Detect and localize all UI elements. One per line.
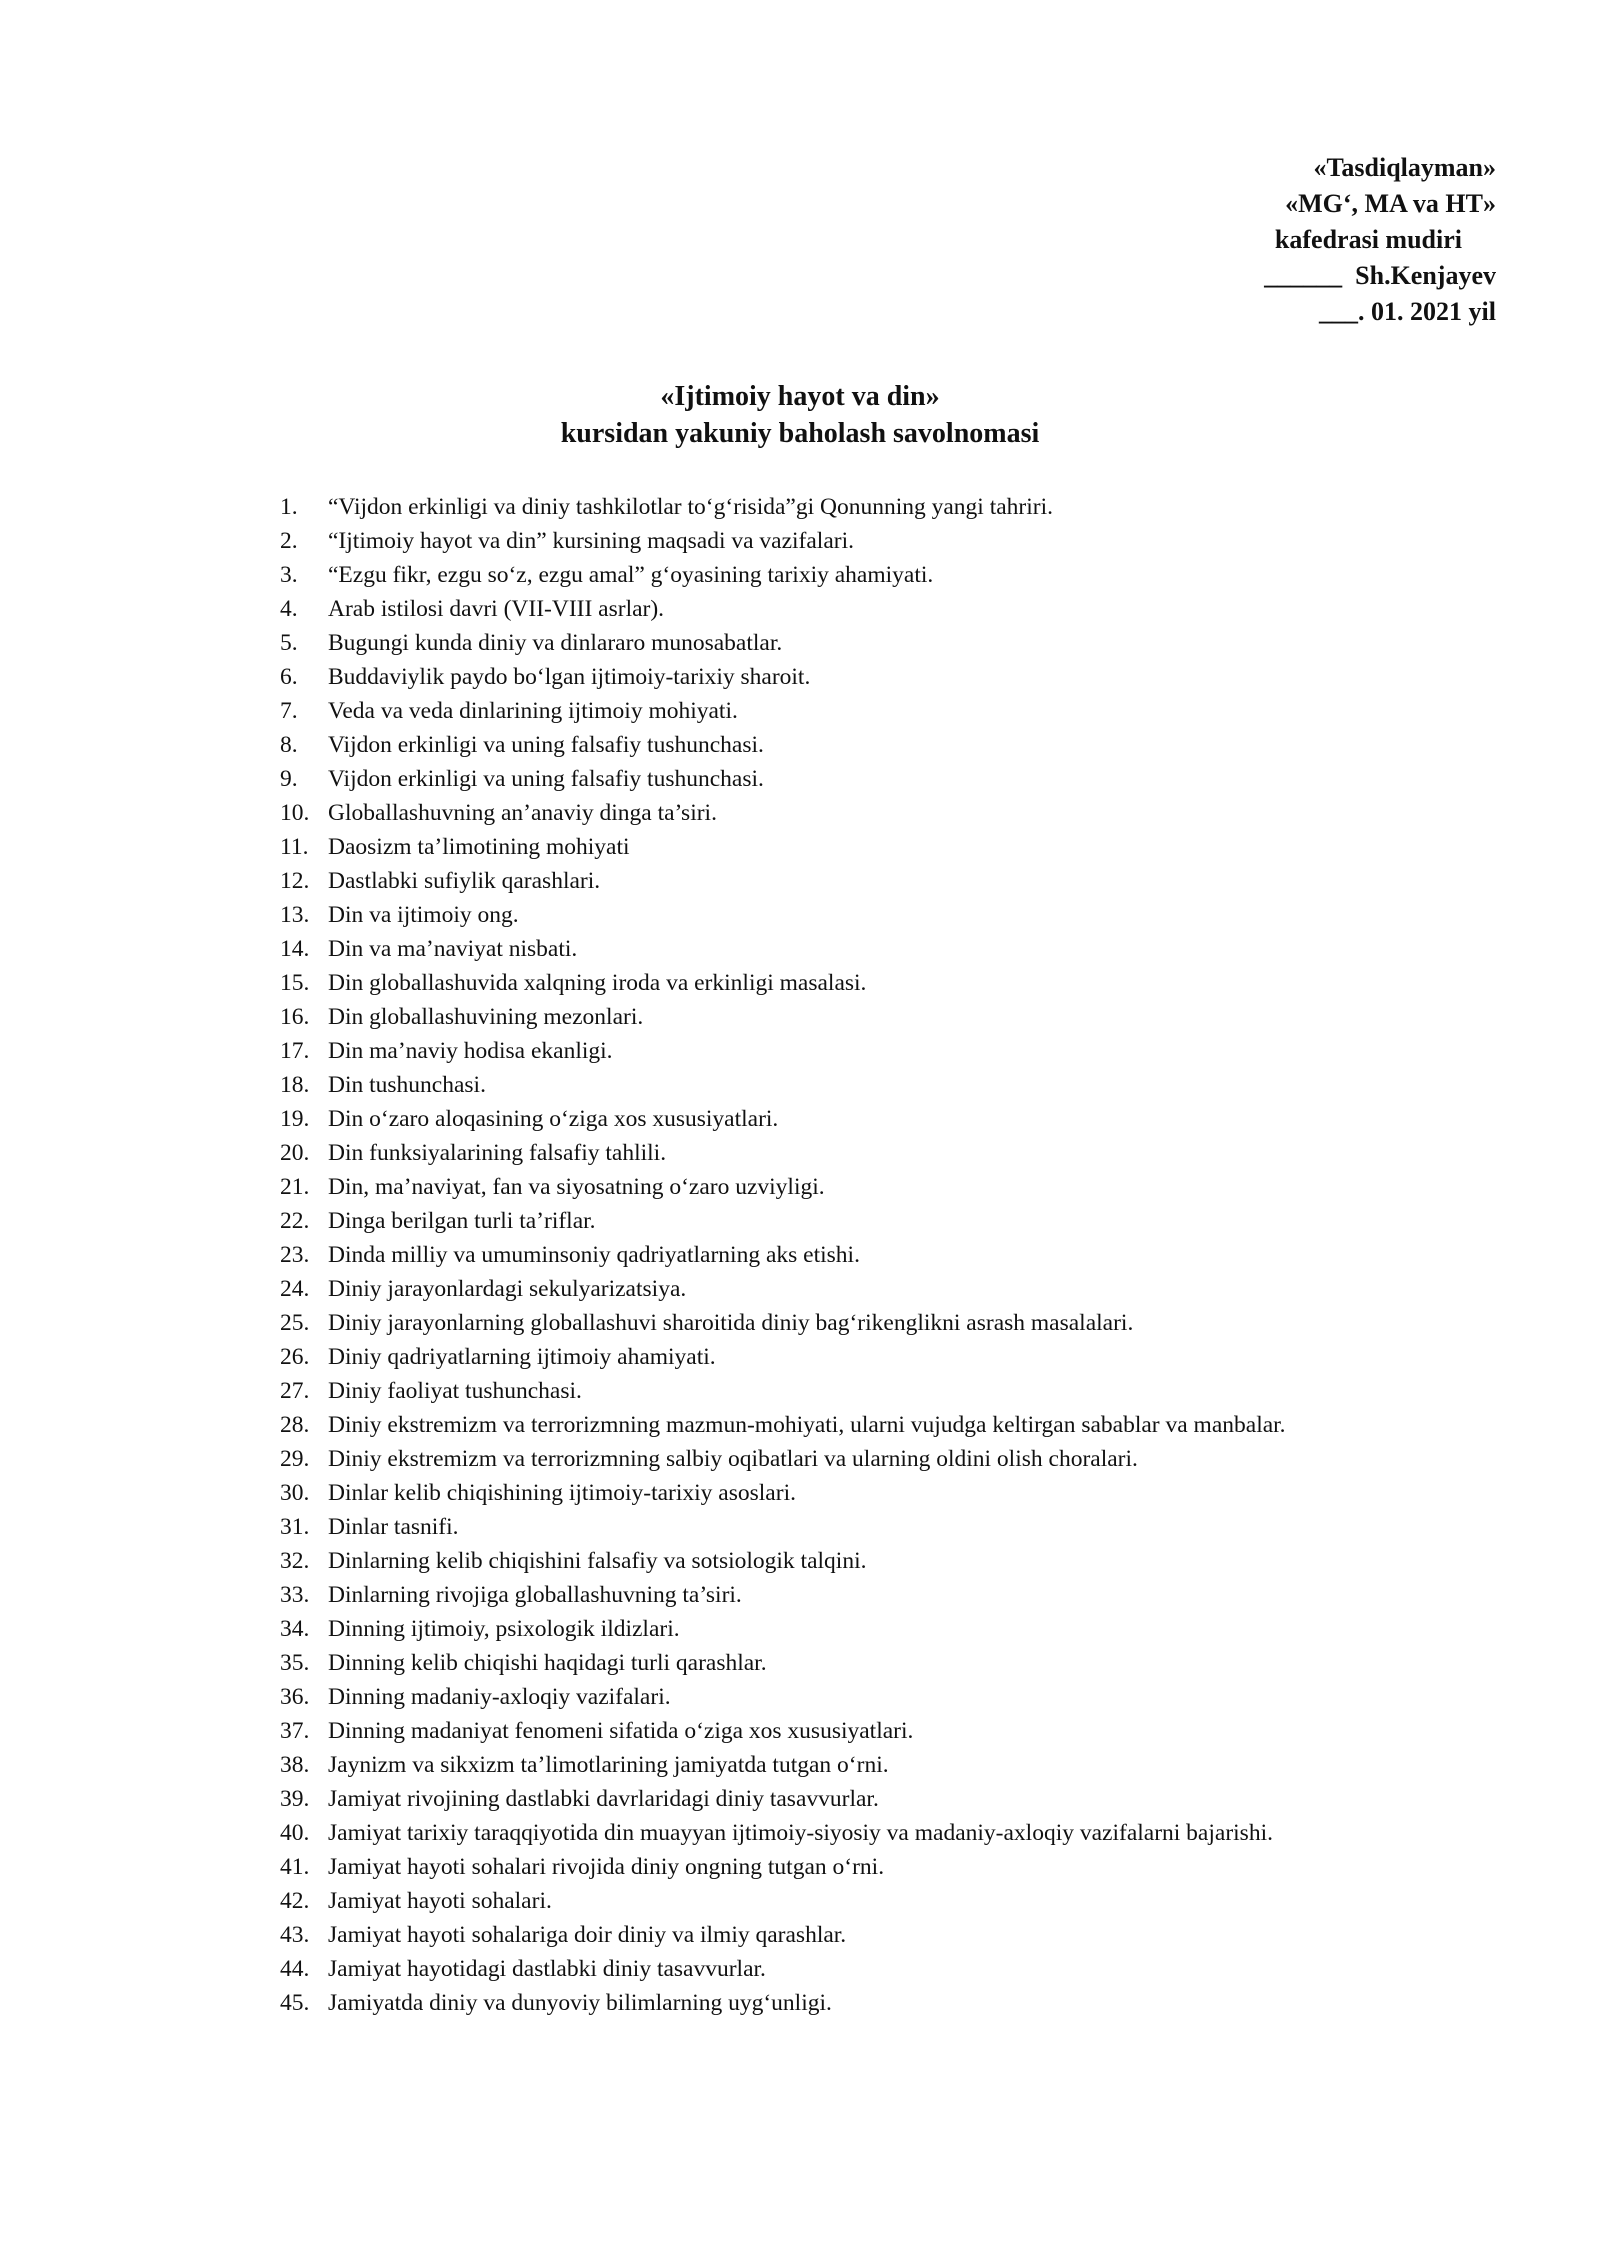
question-item <box>270 1816 1490 1850</box>
question-number: 40. <box>280 1820 310 1846</box>
question-item <box>270 966 1490 1000</box>
question-text: Buddaviylik paydo bo‘lgan ijtimoiy-tarixiy sharoit. <box>328 664 811 690</box>
question-text: Jamiyat hayotidagi dastlabki diniy tasavvurlar. <box>328 1956 766 1982</box>
question-item <box>270 1544 1490 1578</box>
question-text: Diniy qadriyatlarning ijtimoiy ahamiyati. <box>328 1344 716 1370</box>
question-number: 16. <box>280 1004 310 1030</box>
signature-line: ______ Sh.Kenjayev <box>1264 261 1496 290</box>
question-item <box>270 1850 1490 1884</box>
question-text: “Vijdon erkinligi va diniy tashkilotlar to‘g‘risida”gi Qonunning yangi tahriri. <box>328 494 1053 520</box>
question-text: Diniy ekstremizm va terrorizmning mazmun-mohiyati, ularni vujudga keltirgan sabablar va manbalar. <box>328 1412 1286 1438</box>
question-text: Diniy jarayonlarning globallashuvi sharoitida diniy bag‘rikenglikni asrash masalalari. <box>328 1310 1134 1336</box>
question-number: 3. <box>280 562 298 588</box>
question-text: Din ma’naviy hodisa ekanligi. <box>328 1038 613 1064</box>
question-number: 34. <box>280 1616 310 1642</box>
question-text: Jamiyat hayoti sohalari. <box>328 1888 552 1914</box>
question-text: Jamiyat rivojining dastlabki davrlaridagi diniy tasavvurlar. <box>328 1786 879 1812</box>
question-item <box>270 1340 1490 1374</box>
question-number: 4. <box>280 596 298 622</box>
question-number: 41. <box>280 1854 310 1880</box>
question-list <box>270 490 1490 2020</box>
question-text: Jamiyat hayoti sohalariga doir diniy va ilmiy qarashlar. <box>328 1922 847 1948</box>
question-text: Dinga berilgan turli ta’riflar. <box>328 1208 596 1234</box>
question-number: 12. <box>280 868 310 894</box>
document-title <box>0 378 1600 452</box>
question-text: Veda va veda dinlarining ijtimoiy mohiyati. <box>328 698 738 724</box>
question-text: Din va ma’naviyat nisbati. <box>328 936 578 962</box>
question-item <box>270 1748 1490 1782</box>
question-text: “Ijtimoiy hayot va din” kursining maqsadi va vazifalari. <box>328 528 854 554</box>
head-of-department-label: kafedrasi mudiri <box>1274 225 1462 254</box>
question-item <box>270 694 1490 728</box>
question-number: 28. <box>280 1412 310 1438</box>
question-text: Dinning ijtimoiy, psixologik ildizlari. <box>328 1616 680 1642</box>
question-text: Dinlarning kelib chiqishini falsafiy va sotsiologik talqini. <box>328 1548 867 1574</box>
question-number: 20. <box>280 1140 310 1166</box>
question-item <box>270 728 1490 762</box>
question-number: 32. <box>280 1548 310 1574</box>
question-number: 35. <box>280 1650 310 1676</box>
question-text: Vijdon erkinligi va uning falsafiy tushunchasi. <box>328 732 764 758</box>
question-text: Dinning madaniyat fenomeni sifatida o‘ziga xos xususiyatlari. <box>328 1718 914 1744</box>
question-number: 19. <box>280 1106 310 1132</box>
question-number: 25. <box>280 1310 310 1336</box>
question-item <box>270 490 1490 524</box>
question-number: 23. <box>280 1242 310 1268</box>
question-number: 37. <box>280 1718 310 1744</box>
question-text: Globallashuvning an’anaviy dinga ta’siri. <box>328 800 717 826</box>
question-text: Dastlabki sufiylik qarashlari. <box>328 868 601 894</box>
question-item <box>270 1918 1490 1952</box>
question-number: 38. <box>280 1752 310 1778</box>
question-number: 11. <box>280 834 309 860</box>
question-number: 26. <box>280 1344 310 1370</box>
question-text: Jamiyat tarixiy taraqqiyotida din muayyan ijtimoiy-siyosiy va madaniy-axloqiy vazifalarni bajarishi. <box>328 1820 1273 1846</box>
question-text: Arab istilosi davri (VII-VIII asrlar). <box>328 596 665 622</box>
question-item <box>270 1782 1490 1816</box>
question-item <box>270 1714 1490 1748</box>
question-number: 8. <box>280 732 298 758</box>
question-text: Jamiyat hayoti sohalari rivojida diniy ongning tutgan o‘rni. <box>328 1854 885 1880</box>
question-item <box>270 592 1490 626</box>
question-item <box>270 1884 1490 1918</box>
question-number: 9. <box>280 766 298 792</box>
question-number: 29. <box>280 1446 310 1472</box>
question-number: 33. <box>280 1582 310 1608</box>
question-number: 42. <box>280 1888 310 1914</box>
question-text: Din funksiyalarining falsafiy tahlili. <box>328 1140 667 1166</box>
question-number: 7. <box>280 698 298 724</box>
question-number: 30. <box>280 1480 310 1506</box>
question-item <box>270 1136 1490 1170</box>
question-item <box>270 1272 1490 1306</box>
question-item <box>270 524 1490 558</box>
question-item <box>270 1680 1490 1714</box>
question-text: Vijdon erkinligi va uning falsafiy tushunchasi. <box>328 766 764 792</box>
question-text: Dinlar kelib chiqishining ijtimoiy-tarixiy asoslari. <box>328 1480 796 1506</box>
approval-heading: «Tasdiqlayman» <box>1313 153 1496 182</box>
question-number: 45. <box>280 1990 310 2016</box>
question-item <box>270 1408 1490 1442</box>
question-item <box>270 830 1490 864</box>
question-number: 18. <box>280 1072 310 1098</box>
question-number: 36. <box>280 1684 310 1710</box>
question-text: Din o‘zaro aloqasining o‘ziga xos xususiyatlari. <box>328 1106 779 1132</box>
question-item <box>270 1646 1490 1680</box>
question-item <box>270 932 1490 966</box>
question-text: Dinning kelib chiqishi haqidagi turli qarashlar. <box>328 1650 767 1676</box>
question-item <box>270 1612 1490 1646</box>
question-number: 22. <box>280 1208 310 1234</box>
question-item <box>270 1306 1490 1340</box>
question-number: 31. <box>280 1514 310 1540</box>
approval-block <box>1264 150 1496 330</box>
question-text: Din va ijtimoiy ong. <box>328 902 519 928</box>
question-text: Jaynizm va sikxizm ta’limotlarining jamiyatda tutgan o‘rni. <box>328 1752 889 1778</box>
question-item <box>270 1374 1490 1408</box>
question-number: 2. <box>280 528 298 554</box>
document-subtitle: kursidan yakuniy baholash savolnomasi <box>560 418 1040 449</box>
approval-date: ___. 01. 2021 yil <box>1319 297 1496 326</box>
question-item <box>270 864 1490 898</box>
question-text: Din globallashuvining mezonlari. <box>328 1004 644 1030</box>
question-item <box>270 1986 1490 2020</box>
question-text: Diniy faoliyat tushunchasi. <box>328 1378 582 1404</box>
question-text: Daosizm ta’limotining mohiyati <box>328 834 630 860</box>
question-number: 6. <box>280 664 298 690</box>
question-text: Dinning madaniy-axloqiy vazifalari. <box>328 1684 671 1710</box>
question-number: 21. <box>280 1174 310 1200</box>
question-number: 5. <box>280 630 298 656</box>
question-item <box>270 1170 1490 1204</box>
department-name: «MG‘, MA va HT» <box>1285 189 1496 218</box>
question-item <box>270 1510 1490 1544</box>
question-item <box>270 898 1490 932</box>
question-item <box>270 1000 1490 1034</box>
question-text: Din, ma’naviyat, fan va siyosatning o‘zaro uzviyligi. <box>328 1174 825 1200</box>
question-number: 15. <box>280 970 310 996</box>
question-text: Jamiyatda diniy va dunyoviy bilimlarning uyg‘unligi. <box>328 1990 832 2016</box>
question-number: 14. <box>280 936 310 962</box>
question-item <box>270 558 1490 592</box>
question-number: 13. <box>280 902 310 928</box>
question-text: Din globallashuvida xalqning iroda va erkinligi masalasi. <box>328 970 867 996</box>
question-item <box>270 626 1490 660</box>
question-item <box>270 660 1490 694</box>
question-number: 17. <box>280 1038 310 1064</box>
course-name: «Ijtimoiy hayot va din» <box>660 381 940 412</box>
question-number: 44. <box>280 1956 310 1982</box>
question-item <box>270 1476 1490 1510</box>
question-text: Bugungi kunda diniy va dinlararo munosabatlar. <box>328 630 783 656</box>
question-item <box>270 1068 1490 1102</box>
question-text: “Ezgu fikr, ezgu so‘z, ezgu amal” g‘oyasining tarixiy ahamiyati. <box>328 562 934 588</box>
question-item <box>270 762 1490 796</box>
question-text: Dinlarning rivojiga globallashuvning ta’siri. <box>328 1582 742 1608</box>
question-number: 43. <box>280 1922 310 1948</box>
question-number: 1. <box>280 494 298 520</box>
question-item <box>270 796 1490 830</box>
question-text: Dinlar tasnifi. <box>328 1514 459 1540</box>
question-item <box>270 1578 1490 1612</box>
question-item <box>270 1442 1490 1476</box>
question-number: 27. <box>280 1378 310 1404</box>
question-item <box>270 1952 1490 1986</box>
question-number: 24. <box>280 1276 310 1302</box>
question-item <box>270 1238 1490 1272</box>
question-text: Dinda milliy va umuminsoniy qadriyatlarning aks etishi. <box>328 1242 860 1268</box>
question-item <box>270 1034 1490 1068</box>
question-number: 39. <box>280 1786 310 1812</box>
question-text: Diniy jarayonlardagi sekulyarizatsiya. <box>328 1276 687 1302</box>
question-text: Diniy ekstremizm va terrorizmning salbiy oqibatlari va ularning oldini olish choralari. <box>328 1446 1138 1472</box>
question-item <box>270 1102 1490 1136</box>
question-text: Din tushunchasi. <box>328 1072 486 1098</box>
question-item <box>270 1204 1490 1238</box>
question-number: 10. <box>280 800 310 826</box>
